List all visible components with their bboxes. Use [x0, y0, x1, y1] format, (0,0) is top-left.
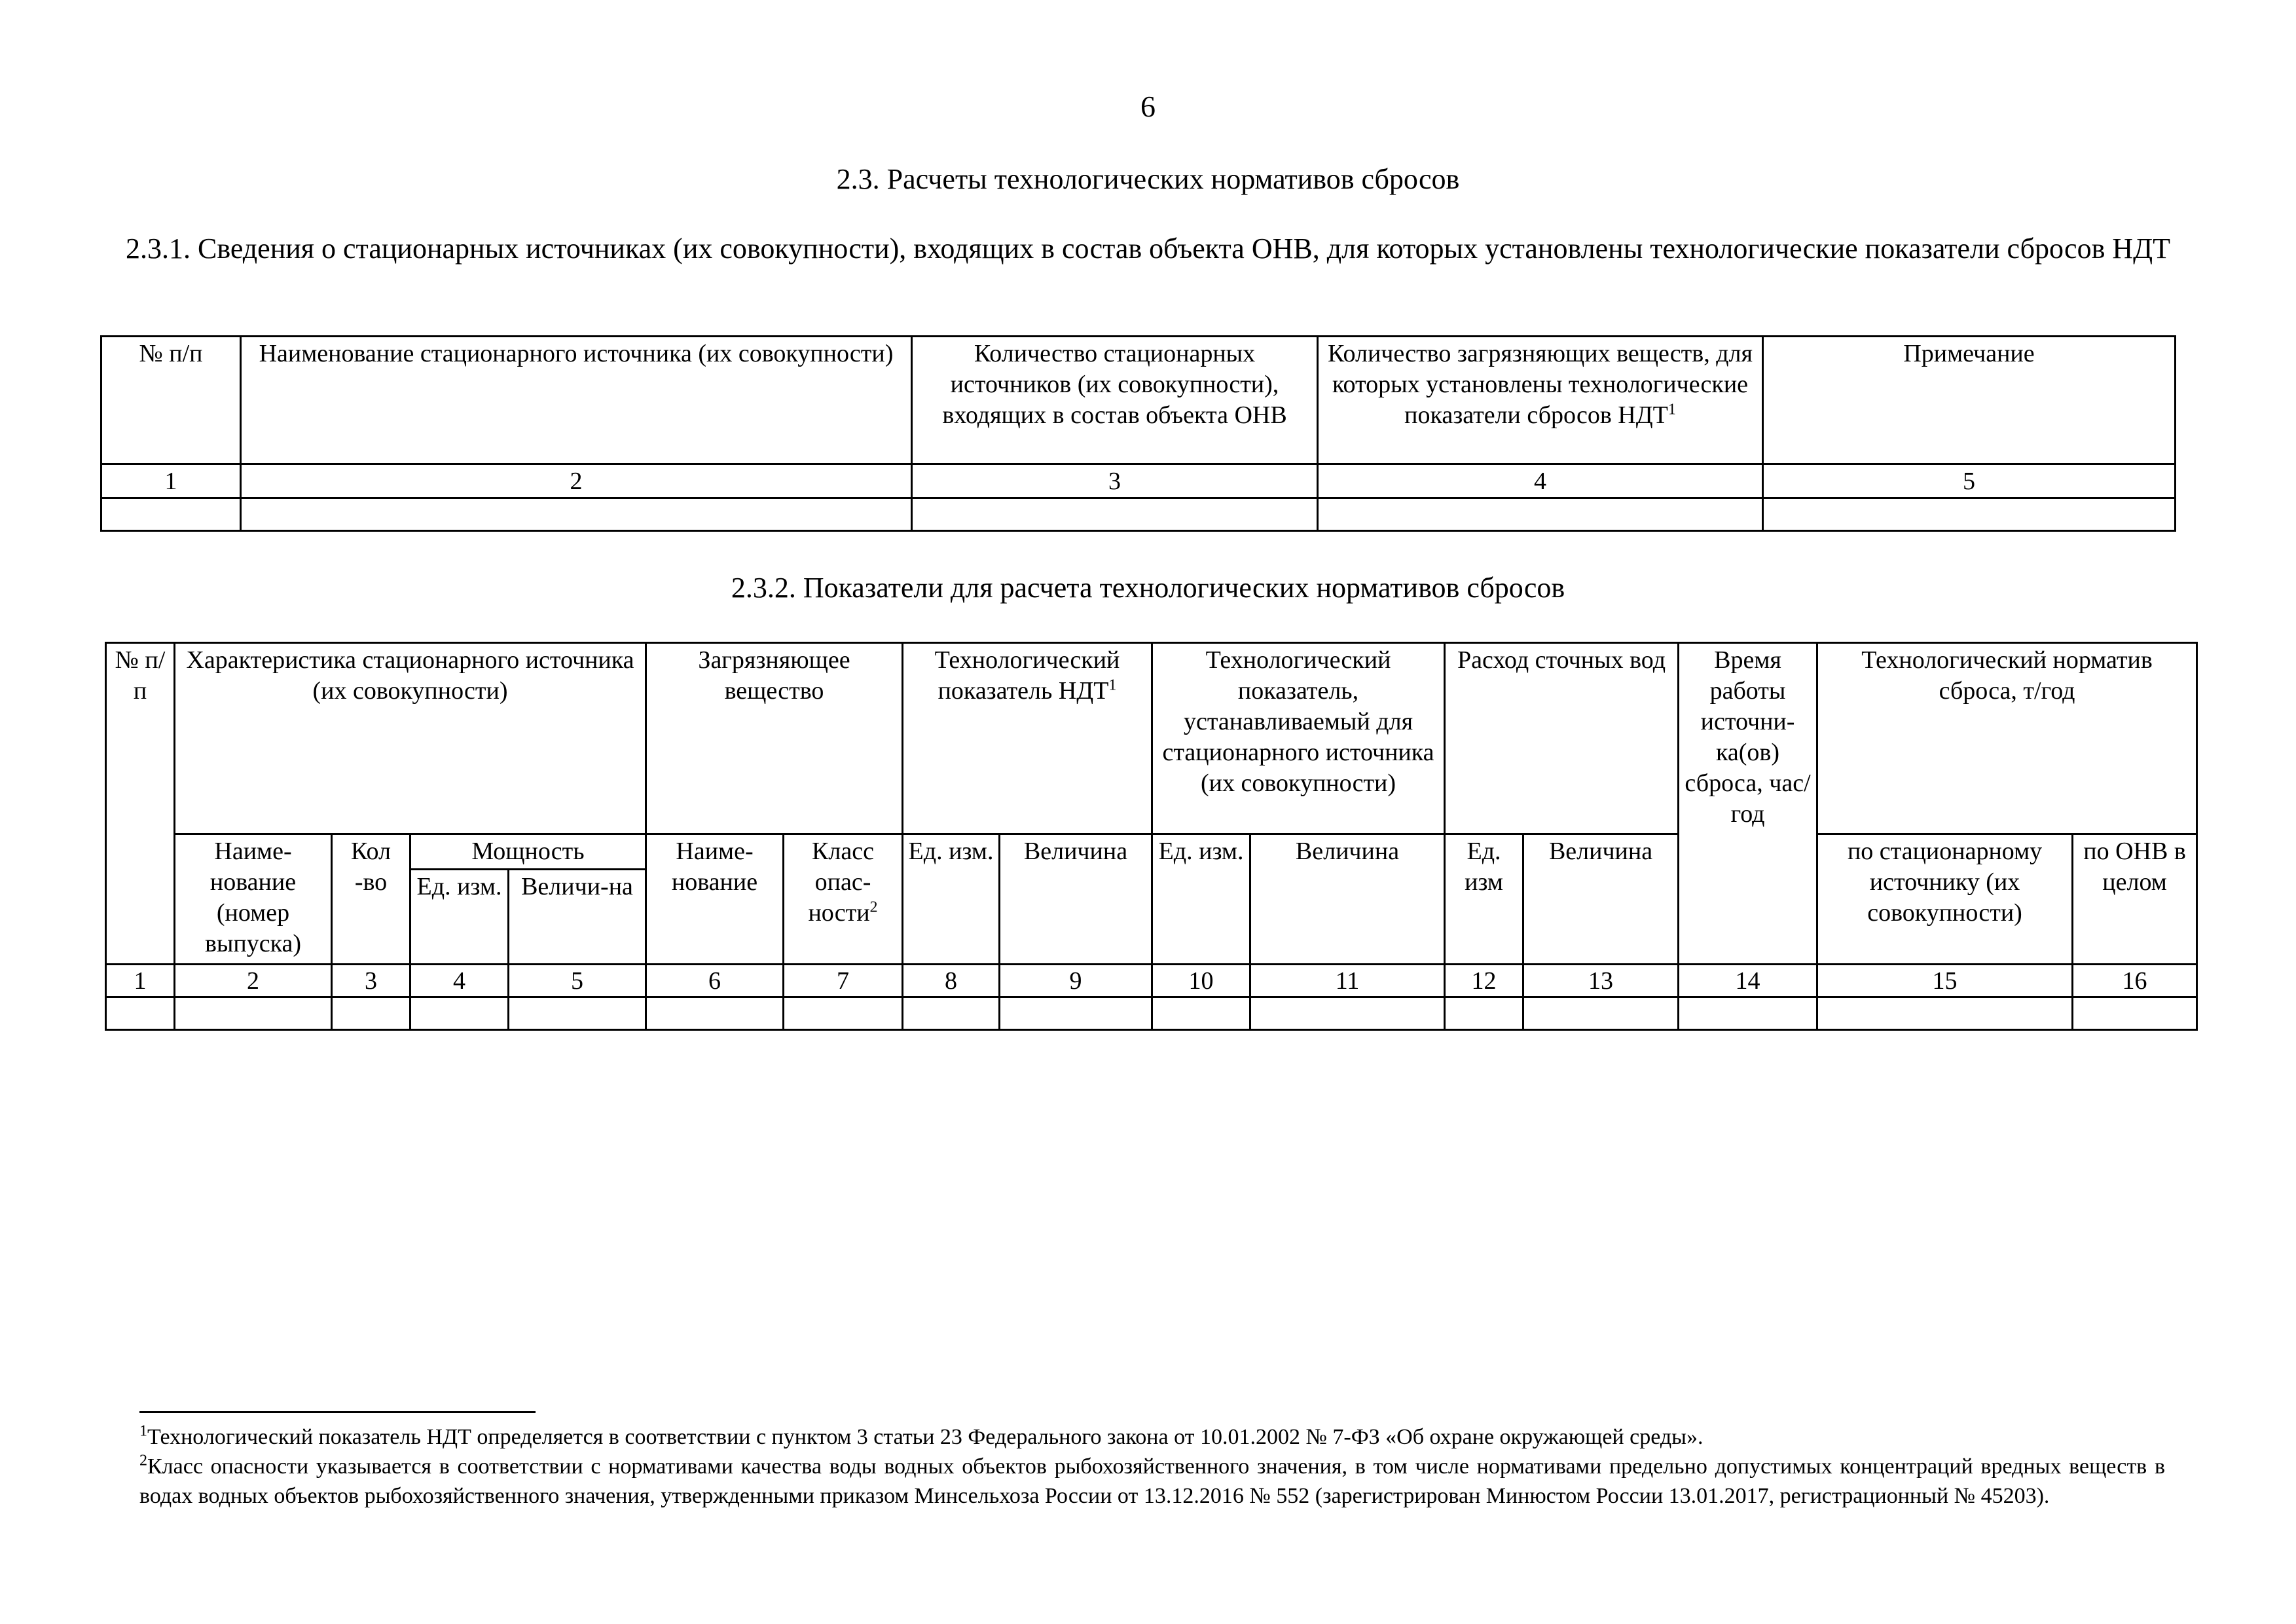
header-tech-indicator-source: Технологический показатель, устанавливаемый для стационарного источника (их совокупности)	[1152, 643, 1445, 834]
column-number: 1	[106, 965, 175, 997]
column-number: 6	[646, 965, 784, 997]
column-number: 2	[175, 965, 332, 997]
empty-cell	[241, 498, 912, 531]
header-num: № п/п	[106, 643, 175, 965]
column-number: 4	[410, 965, 509, 997]
header-substance-count	[1318, 337, 1763, 464]
column-number: 3	[332, 965, 410, 997]
subheader-flow-value: Величина	[1523, 834, 1679, 965]
subheader-source-value: Величина	[1250, 834, 1445, 965]
subheader-pollutant-name: Наиме-нование	[646, 834, 784, 965]
column-number: 9	[1000, 965, 1152, 997]
empty-cell	[1445, 997, 1523, 1030]
header-source-count: Количество стационарных источников (их совокупности), входящих в состав объекта ОНВ	[912, 337, 1318, 464]
subheader-power-value: Величи-на	[509, 870, 646, 965]
header-substance-count-text: Количество загрязняющих веществ, для которых установлены технологические показатели сбросов НДТ	[1328, 340, 1753, 429]
subheader-tech-unit: Ед. изм.	[903, 834, 1000, 965]
header-source-name: Наименование стационарного источника (их совокупности)	[241, 337, 912, 464]
footnotes	[139, 1422, 2165, 1511]
header-tech-indicator-text: Технологический показатель НДТ	[934, 646, 1120, 705]
empty-cell	[784, 997, 903, 1030]
empty-cell	[1763, 498, 2176, 531]
footnote-2	[139, 1452, 2165, 1511]
column-number: 11	[1250, 965, 1445, 997]
footnote-text: Технологический показатель НДТ определяется в соответствии с пунктом 3 статьи 23 Федерального закона от 10.01.2002 № 7-ФЗ «Об охране окружающей среды».	[147, 1425, 1704, 1449]
empty-cell	[646, 997, 784, 1030]
empty-cell	[332, 997, 410, 1030]
empty-cell	[1523, 997, 1679, 1030]
subheader-tech-value: Величина	[1000, 834, 1152, 965]
table-row	[106, 997, 2197, 1030]
column-number: 15	[1817, 965, 2073, 997]
header-operating-time: Время работы источни-ка(ов) сброса, час/год	[1679, 643, 1817, 965]
empty-cell	[175, 997, 332, 1030]
empty-cell	[903, 997, 1000, 1030]
footnote-ref-1: 1	[1667, 401, 1676, 418]
column-number: 16	[2073, 965, 2197, 997]
subheader-source-unit: Ед. изм.	[1152, 834, 1250, 965]
header-tech-standard: Технологический норматив сброса, т/год	[1817, 643, 2197, 834]
page-number: 6	[1140, 90, 1156, 123]
footnote-mark: 1	[139, 1422, 147, 1440]
header-tech-indicator	[903, 643, 1152, 834]
subheader-name-outlet: Наиме-нование (номер выпуска)	[175, 834, 332, 965]
empty-cell	[1817, 997, 2073, 1030]
empty-cell	[106, 997, 175, 1030]
sources-table	[100, 335, 2176, 532]
empty-cell	[101, 498, 241, 531]
column-number: 3	[912, 464, 1318, 498]
subsection-1-title: 2.3.1. Сведения о стационарных источниках (их совокупности), входящих в состав объекта ОНВ, для которых установлены технологические показатели сбросов НДТ	[125, 232, 2171, 265]
header-num: № п/п	[101, 337, 241, 464]
column-number: 13	[1523, 965, 1679, 997]
subheader-per-onv: по ОНВ в целом	[2073, 834, 2197, 965]
column-number: 12	[1445, 965, 1523, 997]
subheader-power: Мощность	[410, 834, 646, 870]
empty-cell	[1152, 997, 1250, 1030]
column-number: 4	[1318, 464, 1763, 498]
header-pollutant: Загрязняющее вещество	[646, 643, 903, 834]
empty-cell	[1250, 997, 1445, 1030]
column-number: 5	[509, 965, 646, 997]
empty-cell	[2073, 997, 2197, 1030]
column-number: 14	[1679, 965, 1817, 997]
footnote-1	[139, 1422, 2165, 1452]
empty-cell	[1318, 498, 1763, 531]
column-number: 2	[241, 464, 912, 498]
header-note: Примечание	[1763, 337, 2176, 464]
empty-cell	[509, 997, 646, 1030]
subsection-2-title: 2.3.2. Показатели для расчета технологических нормативов сбросов	[731, 572, 1565, 604]
empty-cell	[1679, 997, 1817, 1030]
empty-cell	[410, 997, 509, 1030]
subheader-power-unit: Ед. изм.	[410, 870, 509, 965]
footnote-ref-1: 1	[1108, 676, 1117, 694]
column-number: 1	[101, 464, 241, 498]
empty-cell	[1000, 997, 1152, 1030]
subheader-hazard-class-text: Класс опас-ности	[808, 838, 874, 927]
subheader-quantity: Кол -во	[332, 834, 410, 965]
footnote-text: Класс опасности указывается в соответствии с нормативами качества воды водных объектов рыбохозяйственного значения, в том числе нормативами предельно допустимых концентраций вредных веществ в водах водных объектов рыбохозяйственного значения, утвержденными приказом Минсельхоза России от 13.12.2016 № 552 (зарегистрирован Минюстом России 13.01.2017, регистрационный № 45203).	[139, 1454, 2165, 1508]
subheader-per-source: по стационарному источнику (их совокупности)	[1817, 834, 2073, 965]
table-row	[101, 498, 2176, 531]
footnote-ref-2: 2	[869, 898, 878, 916]
column-number: 8	[903, 965, 1000, 997]
column-number: 5	[1763, 464, 2176, 498]
empty-cell	[912, 498, 1318, 531]
section-title: 2.3. Расчеты технологических нормативов сбросов	[836, 163, 1460, 195]
header-characteristic: Характеристика стационарного источника (их совокупности)	[175, 643, 646, 834]
subheader-flow-unit: Ед. изм	[1445, 834, 1523, 965]
column-number: 7	[784, 965, 903, 997]
header-wastewater-flow: Расход сточных вод	[1445, 643, 1679, 834]
calculation-table	[105, 642, 2198, 1031]
subheader-hazard-class	[784, 834, 903, 965]
footnote-mark: 2	[139, 1452, 147, 1469]
footnote-separator	[139, 1411, 536, 1413]
column-number: 10	[1152, 965, 1250, 997]
